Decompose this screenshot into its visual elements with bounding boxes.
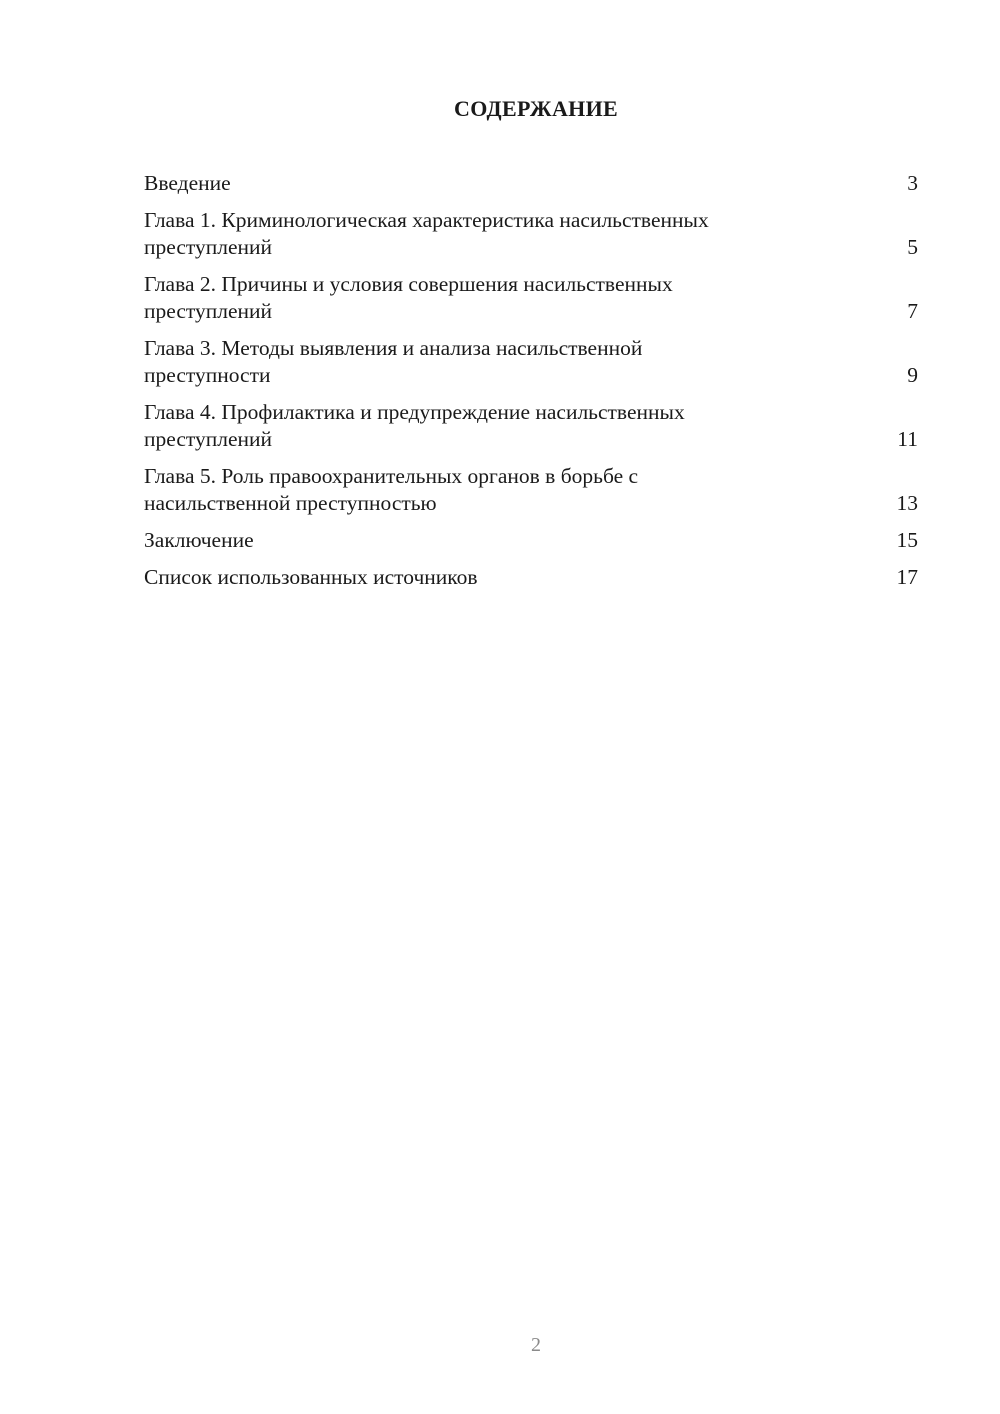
table-of-contents xyxy=(144,170,918,601)
toc-entry-chapter-1 xyxy=(144,207,918,261)
toc-entry-line: Глава 4. Профилактика и предупреждение насильственных xyxy=(144,400,685,424)
toc-entry-text xyxy=(144,564,897,591)
toc-entry-line: преступлений xyxy=(144,235,273,259)
toc-entry-line: Глава 2. Причины и условия совершения насильственных xyxy=(144,272,673,296)
toc-entry-page-number: 3 xyxy=(907,171,918,195)
toc-entry-text xyxy=(144,207,907,261)
toc-entry-page-number: 9 xyxy=(907,363,918,387)
toc-entry-text xyxy=(144,527,897,554)
toc-entry-text xyxy=(144,271,907,325)
toc-entry-page-number: 5 xyxy=(907,235,918,259)
page-number: 2 xyxy=(531,1334,541,1356)
toc-entry-page-number: 17 xyxy=(896,565,918,589)
toc-entry-line: Список использованных источников xyxy=(144,565,478,589)
toc-entry-introduction xyxy=(144,170,918,197)
toc-entry-chapter-5 xyxy=(144,463,918,517)
toc-entry-references xyxy=(144,564,918,591)
toc-entry-line: Глава 1. Криминологическая характеристика насильственных xyxy=(144,208,709,232)
toc-entry-line: преступлений xyxy=(144,299,273,323)
toc-entry-chapter-3 xyxy=(144,335,918,389)
toc-entry-line: Введение xyxy=(144,171,231,195)
toc-entry-line: Глава 5. Роль правоохранительных органов в борьбе с xyxy=(144,464,639,488)
toc-entry-page-number: 11 xyxy=(897,427,918,451)
toc-entry-chapter-4 xyxy=(144,399,918,453)
toc-entry-line: преступлений xyxy=(144,427,273,451)
toc-entry-text xyxy=(144,170,907,197)
toc-entry-page-number: 7 xyxy=(907,299,918,323)
toc-entry-line: Глава 3. Методы выявления и анализа насильственной xyxy=(144,336,643,360)
toc-entry-text xyxy=(144,399,897,453)
toc-title: СОДЕРЖАНИЕ xyxy=(454,96,618,121)
toc-entry-text xyxy=(144,463,897,517)
toc-entry-chapter-2 xyxy=(144,271,918,325)
toc-entry-page-number: 15 xyxy=(896,528,918,552)
toc-entry-line: Заключение xyxy=(144,528,254,552)
toc-entry-page-number: 13 xyxy=(896,491,918,515)
toc-entry-conclusion xyxy=(144,527,918,554)
toc-entry-line: насильственной преступностью xyxy=(144,491,437,515)
toc-entry-text xyxy=(144,335,907,389)
toc-entry-line: преступности xyxy=(144,363,271,387)
